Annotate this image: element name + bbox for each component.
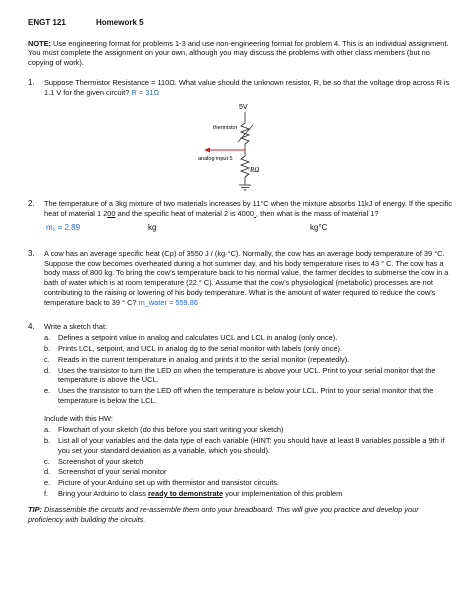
problem-4 xyxy=(28,322,452,499)
tip-text: Disassemble the circuits and re-assemble them onto your breadboard. This will give you practice and develop your proficiency with building the circuits. xyxy=(28,504,419,524)
mass-answer: m₁ = 2.89 xyxy=(46,222,81,232)
problem-number: 1. xyxy=(28,77,35,87)
resistor-symbol xyxy=(241,156,249,177)
blank-1: 00 xyxy=(107,209,116,219)
problem-number: 4. xyxy=(28,321,35,331)
list-item: c. Reads in the current temperature in analog and prints it to the serial monitor (repeatedly). xyxy=(44,354,350,364)
thermistor-symbol xyxy=(241,123,249,144)
note-text: Use engineering format for problems 1-3 and use non-engineering format for problem 4. This is an individual assignment. You must complete the assignment on your own, although you may discuss the problems with other class members (but no copying of work). xyxy=(28,38,449,68)
problem-number: 2. xyxy=(28,199,35,209)
problem-2 xyxy=(28,199,452,239)
tip-label: TIP: xyxy=(28,504,42,514)
list-item: b. List all of your variables and the data type of each variable (HINT: you should have at least 8 variables possible a 9th if you set your standard deviation as a variable, which you should). xyxy=(44,436,445,455)
water-mass-answer: m_water = 559.86 xyxy=(138,297,198,307)
problem-1-answer: R = 31Ω xyxy=(131,87,160,97)
problem-2-text-c: , then what is the mass of material 1? xyxy=(256,209,379,219)
problem-3 xyxy=(28,249,452,308)
circuit-diagram xyxy=(44,101,452,193)
list-item: f. Bring your Arduino to class ready to demonstrate your implementation of this problem xyxy=(44,488,343,498)
sketch-requirements-list xyxy=(44,333,452,405)
problem-2-text-a: The temperature of a 3kg mixture of two materials increases by 11°C when the mixture absorbs 11kJ of energy. If the specific heat of material 1 2 xyxy=(44,199,452,219)
problem-1-text: Suppose Thermistor Resistance = 110Ω. What value should the unknown resistor, R, be so that the voltage drop across R is 1.1 V for the given circuit? xyxy=(44,77,450,97)
circuit-svg xyxy=(44,101,344,193)
note-paragraph xyxy=(28,39,452,68)
thermistor-label: thermistor xyxy=(213,125,238,132)
deliverables-list xyxy=(44,425,452,498)
unit-kgc: kg°C xyxy=(310,222,328,232)
analog-input-label: analog input 5 xyxy=(198,156,233,163)
voltage-label: 5V xyxy=(239,104,248,112)
header xyxy=(28,18,452,29)
problem-2-text-b: and the specific heat of material 2 is 4000 xyxy=(115,209,254,219)
arrow-icon xyxy=(204,148,210,153)
list-item: a. Defines a setpoint value in analog and calculates UCL and LCL in analog (only once). xyxy=(44,333,338,343)
note-label: NOTE: xyxy=(28,38,51,48)
list-item: d. Screenshot of your serial monitor xyxy=(44,467,167,477)
list-item: a. Flowchart of your sketch (do this before you start writing your sketch) xyxy=(44,425,284,435)
list-item: e. Picture of your Arduino set up with thermistor and transistor circuits. xyxy=(44,478,279,488)
include-heading: Include with this HW: xyxy=(44,413,113,423)
course-code: ENGT 121 xyxy=(28,18,66,27)
demonstrate-emphasis: ready to demonstrate xyxy=(147,488,224,498)
tip-paragraph xyxy=(28,505,452,525)
list-item: d. Uses the transistor to turn the LED on when the temperature is above your UCL. Print to your serial monitor that the temperature is above the UCL. xyxy=(44,365,436,385)
homework-page xyxy=(28,18,452,524)
list-item: e. Uses the transistor to turn the LED off when the temperature is below your LCL. Print to your serial monitor that the temperature is below the LCL. xyxy=(44,386,434,405)
homework-title: Homework 5 xyxy=(96,18,144,27)
problem-2-answers xyxy=(44,223,452,239)
problem-3-text: A cow has an average specific heat (Cp) of 3550 J / (kg·°C). Normally, the cow has an average body temperature of 39 °C. Suppose the cow becomes overheated during a hot summer day, and his body temperature rises to 43 ° C. The cow has a body mass of 800 kg. To bring the cow’s temperature back to his normal value, the farmer decides to submerse the cow in a bath of water which is at room temperature (22 ° C). Assume that the cow’s physiological (metabolic) processes are not contributing to the raising or lowering of his body temperature. What is the amount of water required to reduce the cow’s temperature back to 39 ° C? xyxy=(44,248,449,307)
problem-4-intro: Write a sketch that: xyxy=(44,321,108,331)
unit-kg: kg xyxy=(148,222,157,232)
list-item: c. Screenshot of your sketch xyxy=(44,456,144,466)
resistor-label: RΩ xyxy=(250,166,260,175)
problem-number: 3. xyxy=(28,248,35,258)
problem-1 xyxy=(28,78,452,194)
list-item: b. Prints LCL, setpoint, and UCL in analog dg to the serial monitor with labels (only once). xyxy=(44,344,343,354)
